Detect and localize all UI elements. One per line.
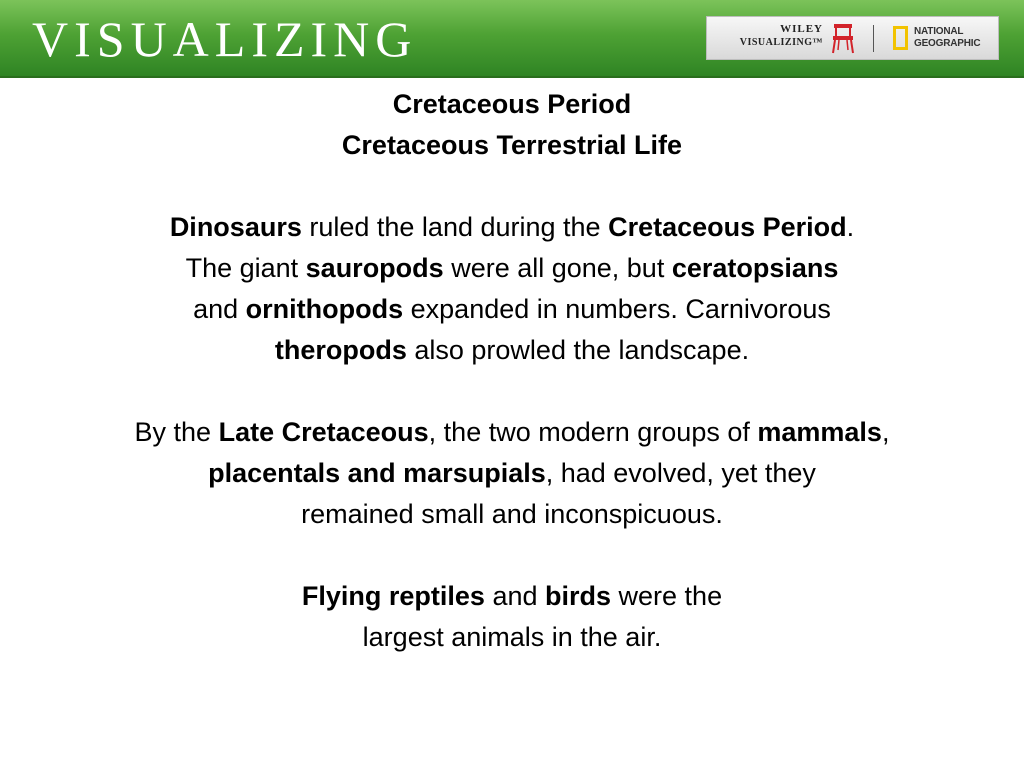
text-run: expanded in numbers. Carnivorous — [403, 294, 831, 324]
logo-divider — [873, 25, 874, 52]
header-banner — [0, 0, 1024, 78]
text-run: and — [484, 581, 546, 611]
text-run: , the two modern groups of — [428, 417, 758, 447]
text-run: The giant — [185, 253, 306, 283]
text-run: , — [881, 417, 890, 447]
text-line — [0, 289, 1024, 330]
key-term: sauropods — [305, 253, 444, 283]
paragraph-mammals — [0, 412, 1024, 535]
text-line — [0, 248, 1024, 289]
text-run: By the — [134, 417, 219, 447]
natgeo-line1: NATIONAL — [914, 26, 964, 37]
text-run: were all gone, but — [443, 253, 672, 283]
publisher-logos — [706, 16, 999, 60]
paragraph-dinosaurs — [0, 207, 1024, 371]
natgeo-line2: GEOGRAPHIC — [914, 38, 981, 49]
yellow-rectangle-icon — [893, 26, 908, 50]
key-term: ornithopods — [245, 294, 404, 324]
chair-icon — [828, 22, 858, 55]
text-run: , had evolved, yet they — [545, 458, 816, 488]
text-line — [0, 576, 1024, 617]
text-run: also prowled the landscape. — [406, 335, 750, 365]
key-term: Late Cretaceous — [218, 417, 429, 447]
text-line — [0, 412, 1024, 453]
text-line — [0, 330, 1024, 371]
slide-subtitle: Cretaceous Terrestrial Life — [341, 130, 683, 160]
text-line: largest animals in the air. — [362, 622, 662, 652]
slide-title: Cretaceous Period — [392, 89, 632, 119]
key-term: ceratopsians — [671, 253, 839, 283]
slide-content — [0, 84, 1024, 658]
key-term: mammals — [757, 417, 882, 447]
text-run: . — [846, 212, 855, 242]
text-run: and — [193, 294, 246, 324]
key-term: placentals and marsupials — [208, 458, 546, 488]
text-line — [0, 453, 1024, 494]
key-term: Dinosaurs — [169, 212, 302, 242]
wiley-logo-top: WILEY — [780, 23, 823, 35]
paragraph-flying — [0, 576, 1024, 658]
key-term: birds — [545, 581, 612, 611]
natgeo-logo — [914, 26, 980, 50]
text-run: ruled the land during the — [301, 212, 609, 242]
key-term: Cretaceous Period — [608, 212, 847, 242]
wiley-logo — [719, 23, 823, 49]
text-run: were the — [611, 581, 723, 611]
text-line — [0, 207, 1024, 248]
wiley-logo-bottom: VISUALIZING™ — [739, 37, 823, 48]
brand-title: VISUALIZING — [32, 11, 418, 67]
text-line: remained small and inconspicuous. — [301, 499, 723, 529]
key-term: Flying reptiles — [301, 581, 485, 611]
key-term: theropods — [274, 335, 407, 365]
